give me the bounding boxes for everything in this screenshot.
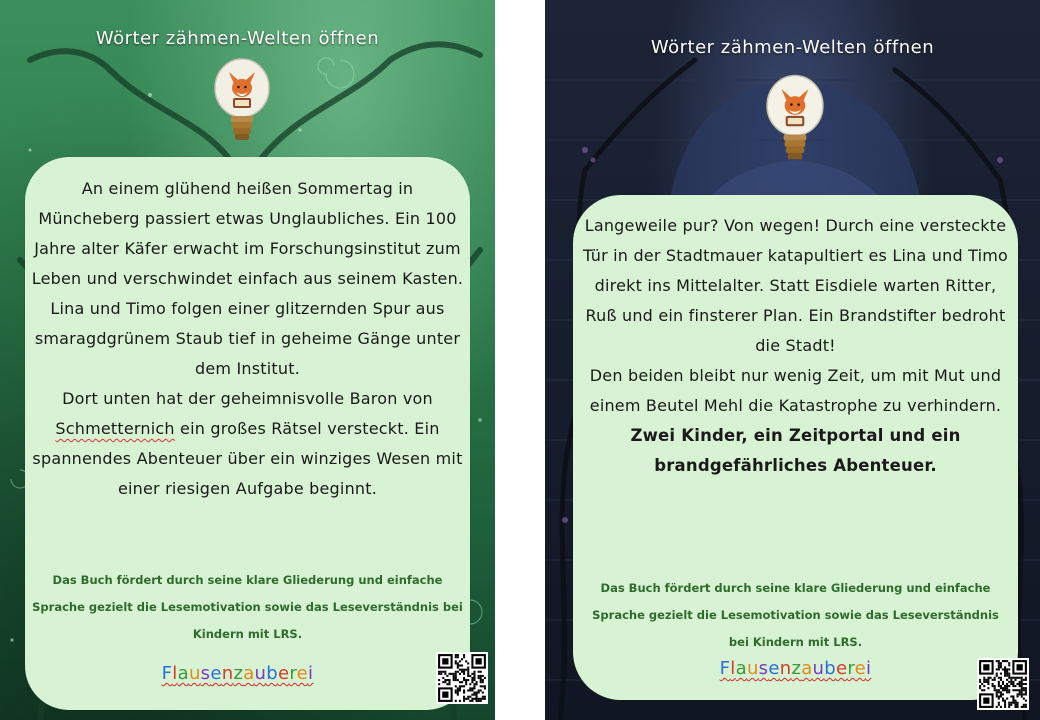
brand-letter: F — [719, 658, 731, 679]
spellcheck-word: Schmetternich — [55, 419, 175, 438]
brand-letter: e — [296, 663, 309, 684]
brand-letter: l — [172, 663, 178, 684]
brand-letter: s — [758, 658, 769, 679]
brand-letter: e — [768, 658, 780, 679]
brand-letter: a — [801, 658, 813, 679]
brand-letter: r — [847, 658, 855, 679]
story-card — [25, 157, 470, 710]
story-paragraph-2: Den beiden bleibt nur wenig Zeit, um mit Mut und einem Beutel Mehl die Katastrophe zu verhindern. — [589, 366, 1002, 415]
brand-letter: a — [735, 658, 747, 679]
poster-left — [0, 0, 495, 720]
brand-letter: e — [277, 663, 290, 684]
qr-code-icon[interactable] — [436, 652, 488, 704]
brand-letter: i — [308, 663, 314, 684]
brand-letter: i — [866, 658, 872, 679]
brand-letter: e — [210, 663, 222, 684]
qr-code-icon[interactable] — [977, 658, 1029, 710]
fox-reading-in-lightbulb-icon — [764, 72, 826, 166]
brand-letter: n — [221, 663, 234, 684]
brand-letter: u — [812, 658, 825, 679]
story-paragraph-2 — [29, 384, 466, 504]
brand-letter: r — [289, 663, 297, 684]
story-text — [29, 174, 466, 504]
story-fragment: ein großes Rätsel versteckt. Ein spannendes Abenteuer über ein winziges Wesen mit einer riesigen Aufgabe beginnt. — [32, 419, 463, 498]
brand-letter: b — [266, 663, 278, 684]
brand-logo — [5, 663, 470, 684]
brand-logo — [573, 658, 1018, 679]
story-paragraph-1: Langeweile pur? Von wegen! Durch eine versteckte Tür in der Stadtmauer katapultiert es Lina und Timo direkt ins Mittelalter. Statt Eisdiele warten Ritter, Ruß und ein finsterer Plan. Ein Brandstifter bedroht die Stadt! — [582, 216, 1008, 355]
brand-letter: z — [791, 658, 802, 679]
brand-letter: e — [854, 658, 867, 679]
brand-letter: F — [161, 663, 173, 684]
brand-letter: n — [779, 658, 792, 679]
brand-wordmark — [720, 658, 872, 679]
poster-title: Wörter zähmen-Welten öffnen — [650, 37, 935, 58]
poster-title: Wörter zähmen-Welten öffnen — [95, 28, 380, 49]
lrs-note: Das Buch fördert durch seine klare Gliederung und einfache Sprache gezielt die Lesemotivation sowie das Leseverständnis bei Kindern mit LRS. — [592, 581, 999, 649]
story-card — [573, 195, 1018, 700]
brand-letter: e — [835, 658, 848, 679]
brand-letter: b — [824, 658, 836, 679]
brand-letter: l — [730, 658, 736, 679]
brand-letter: z — [233, 663, 244, 684]
story-claim: Zwei Kinder, ein Zeitportal und ein brandgefährliches Abenteuer. — [630, 426, 961, 475]
brand-letter: u — [746, 658, 759, 679]
brand-letter: s — [200, 663, 211, 684]
story-text — [579, 211, 1012, 481]
fox-reading-in-lightbulb-icon — [212, 56, 272, 146]
poster-right — [545, 0, 1040, 720]
brand-letter: u — [188, 663, 201, 684]
brand-wordmark — [162, 663, 314, 684]
brand-letter: a — [243, 663, 255, 684]
lrs-note: Das Buch fördert durch seine klare Gliederung und einfache Sprache gezielt die Lesemotivation sowie das Leseverständnis bei Kindern mit LRS. — [32, 573, 463, 641]
story-fragment: Dort unten hat der geheimnisvolle Baron von — [62, 389, 433, 408]
story-paragraph-1: An einem glühend heißen Sommertag in Müncheberg passiert etwas Unglaubliches. Ein 100 Jahre alter Käfer erwacht im Forschungsinstitut zum Leben und verschwindet einfach aus seinem Kasten. Lina und Timo folgen einer glitzernden Spur aus smaragdgrünem Staub tief in geheime Gänge unter dem Institut. — [31, 179, 464, 378]
brand-letter: u — [254, 663, 267, 684]
brand-letter: a — [177, 663, 189, 684]
